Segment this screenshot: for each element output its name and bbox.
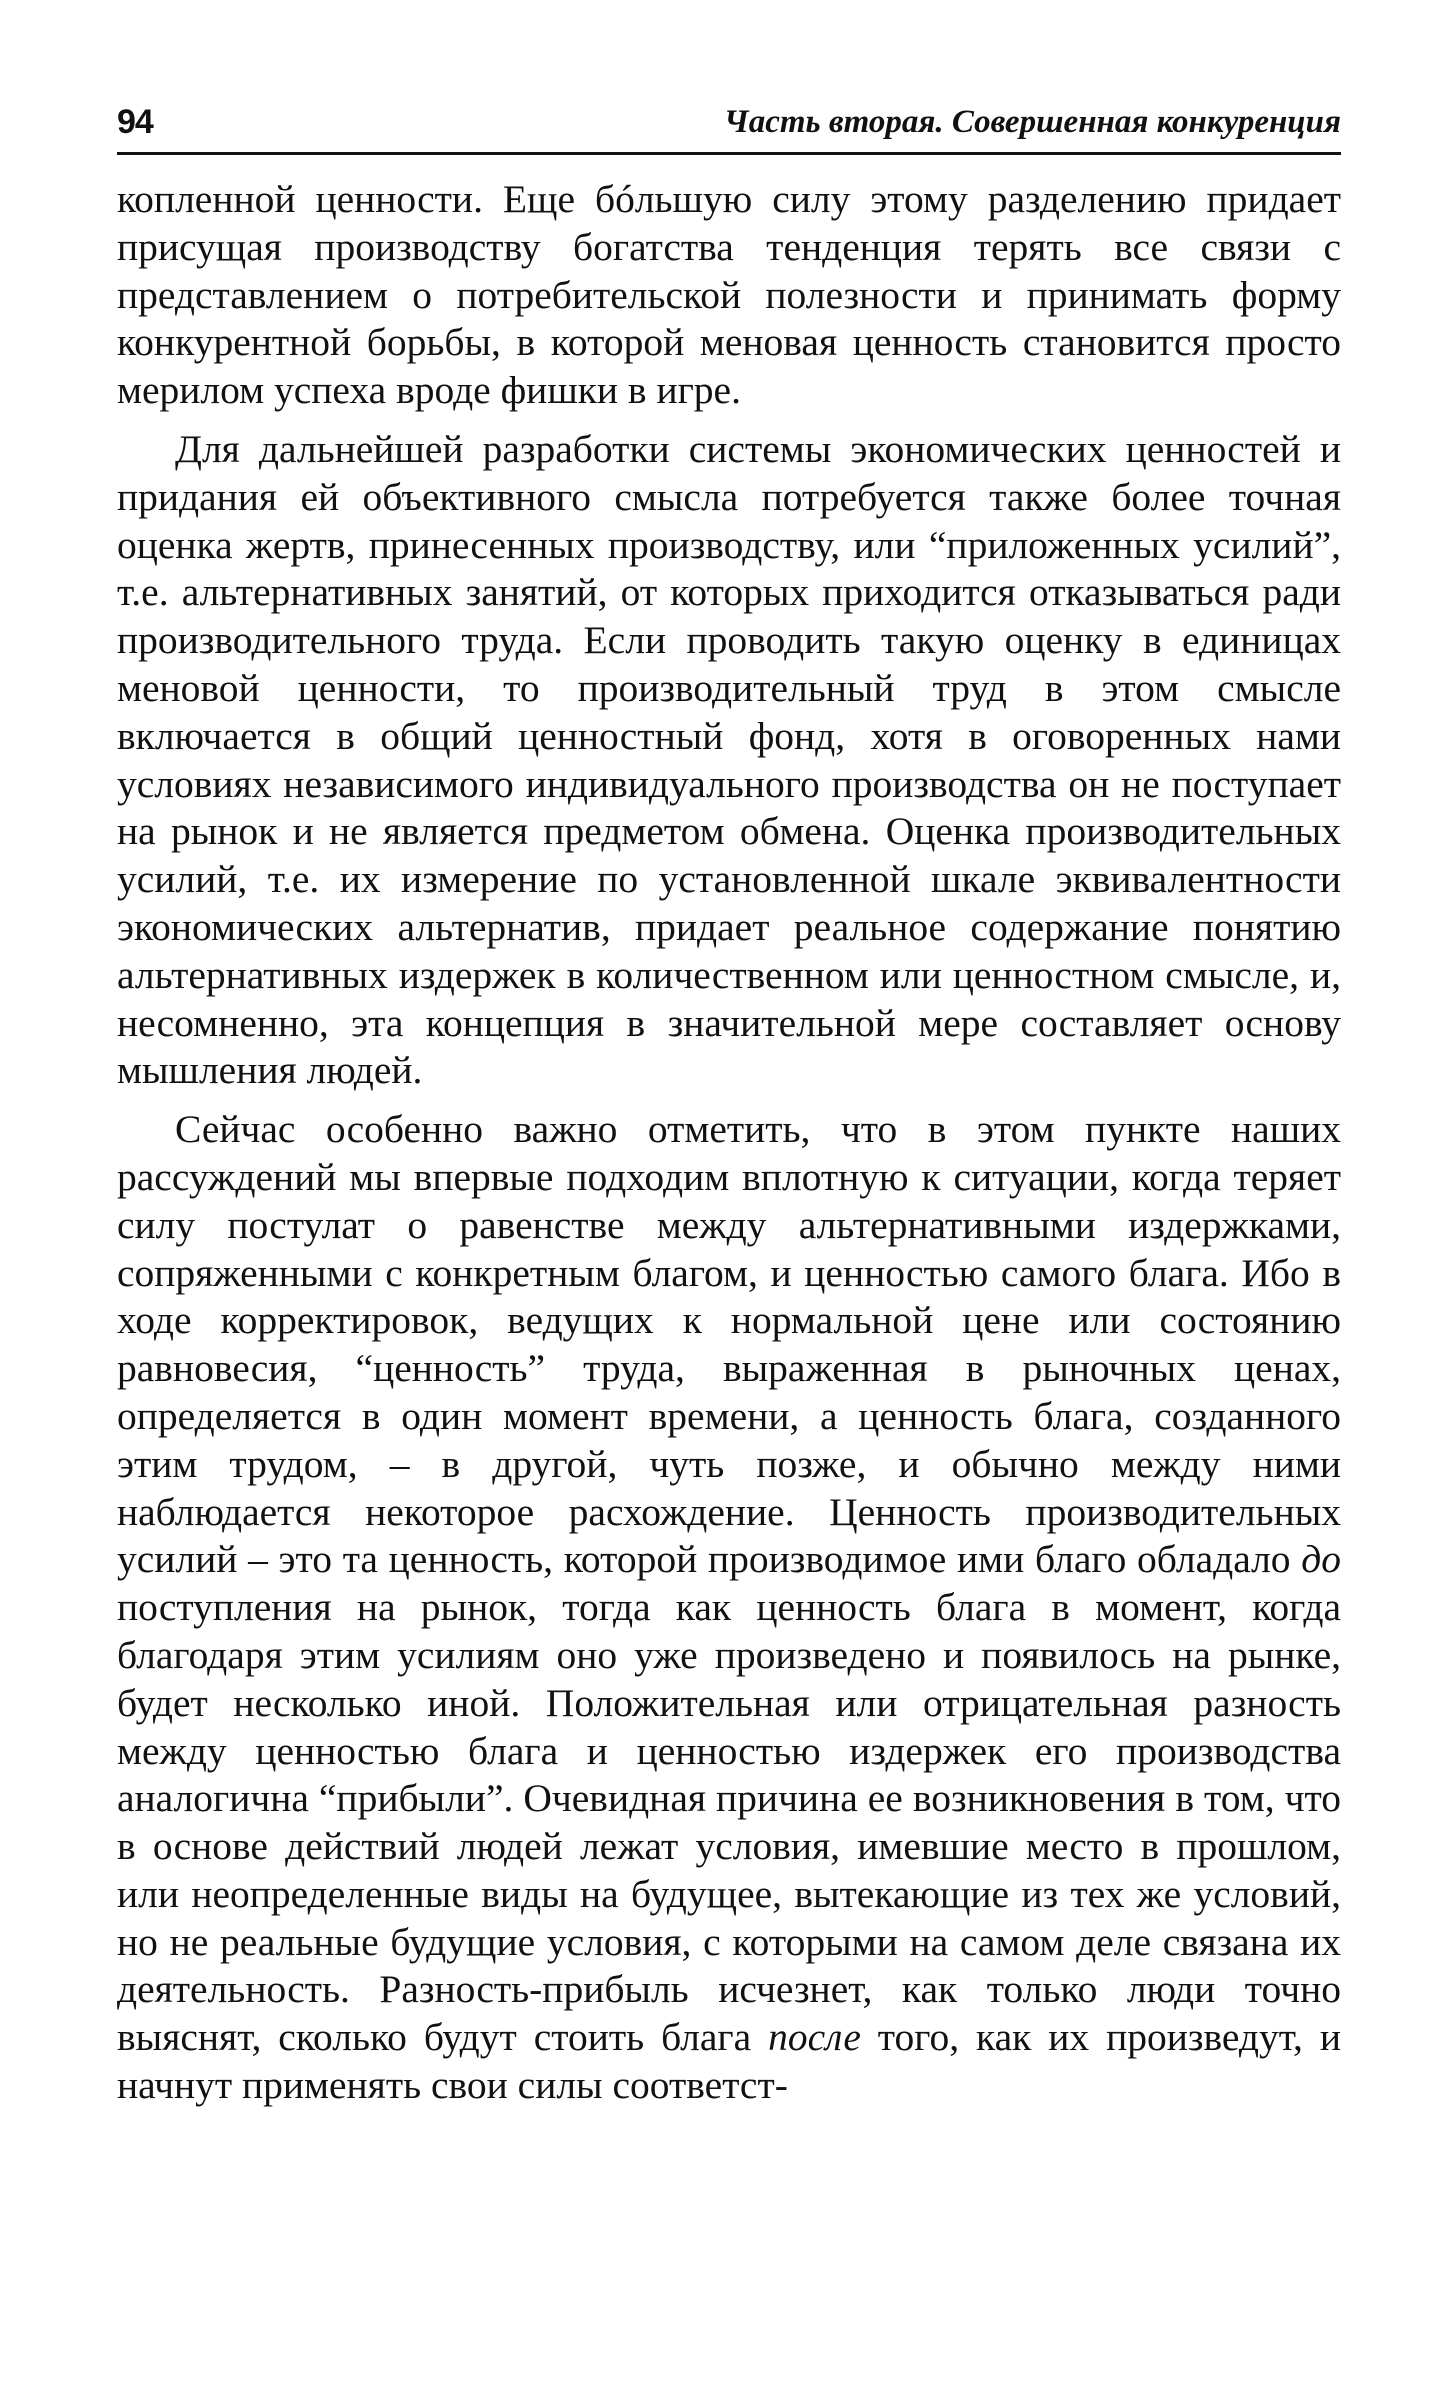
paragraph-text-part3: того, как их произведут, и начнут применять свои силы соответст- xyxy=(117,2015,1341,2108)
running-header xyxy=(117,96,1341,155)
paragraph-text-part1: Сейчас особенно важно отметить, что в этом пункте наших рассуждений мы впервые подходим вплотную к ситуации, когда теряет силу постулат о равенстве между альтернативными издержками, сопряженными с конкретным благом, и ценностью самого блага. Ибо в ходе корректировок, ведущих к нормальной цене или состоянию равновесия, “ценность” труда, выраженная в рыночных ценах, определяется в один момент времени, а ценность блага, созданного этим трудом, – в другой, чуть позже, и обычно между ними наблюдается некоторое расхождение. Ценность производительных усилий – это та ценность, которой производимое ими благо обладало xyxy=(117,1107,1341,1582)
emphasis-do: до xyxy=(1301,1537,1341,1582)
paragraph-alternative-costs: Для дальнейшей разработки системы экономических ценностей и придания ей объективного смысла потребуется также более точная оценка жертв, принесенных производству, или “приложенных усилий”, т.е. альтернативных занятий, от которых приходится отказываться ради производительного труда. Если проводить такую оценку в единицах меновой ценности, то производительный труд в этом смысле включается в общий ценностный фонд, хотя в оговоренных нами условиях независимого индивидуального производства он не поступает на рынок и не является предметом обмена. Оценка производительных усилий, т.е. их измерение по установленной шкале эквивалентности экономических альтернатив, придает реальное содержание понятию альтернативных издержек в количественном или ценностном смысле, и, несомненно, эта концепция в значительной мере составляет основу мышления людей. xyxy=(117,426,1341,1093)
body-text xyxy=(117,176,1341,2110)
paragraph-continuation: копленной ценности. Еще бóльшую силу этому разделению придает присущая производству богатства тенденция терять все связи с представлением о потребительской полезности и принимать форму конкурентной борьбы, в которой меновая ценность становится просто мерилом успеха вроде фишки в игре. xyxy=(117,177,1341,413)
emphasis-posle: после xyxy=(768,2015,861,2060)
paragraph-text-part2: поступления на рынок, тогда как ценность блага в момент, когда благодаря этим усилиям оно уже произведено и появилось на рынке, будет несколько иной. Положительная или отрицательная разность между ценностью блага и ценностью издержек его производства аналогична “прибыли”. Очевидная причина ее возникновения в том, что в основе действий людей лежат условия, имевшие место в прошлом, или неопределенные виды на будущее, вытекающие из тех же условий, но не реальные будущие условия, с которыми на самом деле связана их деятельность. Разность-прибыль исчезнет, как только люди точно выяснят, сколько будут стоить блага xyxy=(117,1585,1341,2060)
paragraph-profit-difference xyxy=(117,1106,1341,2110)
running-title: Часть вторая. Совершенная конкуренция xyxy=(724,104,1341,140)
page-number: 94 xyxy=(117,103,153,141)
